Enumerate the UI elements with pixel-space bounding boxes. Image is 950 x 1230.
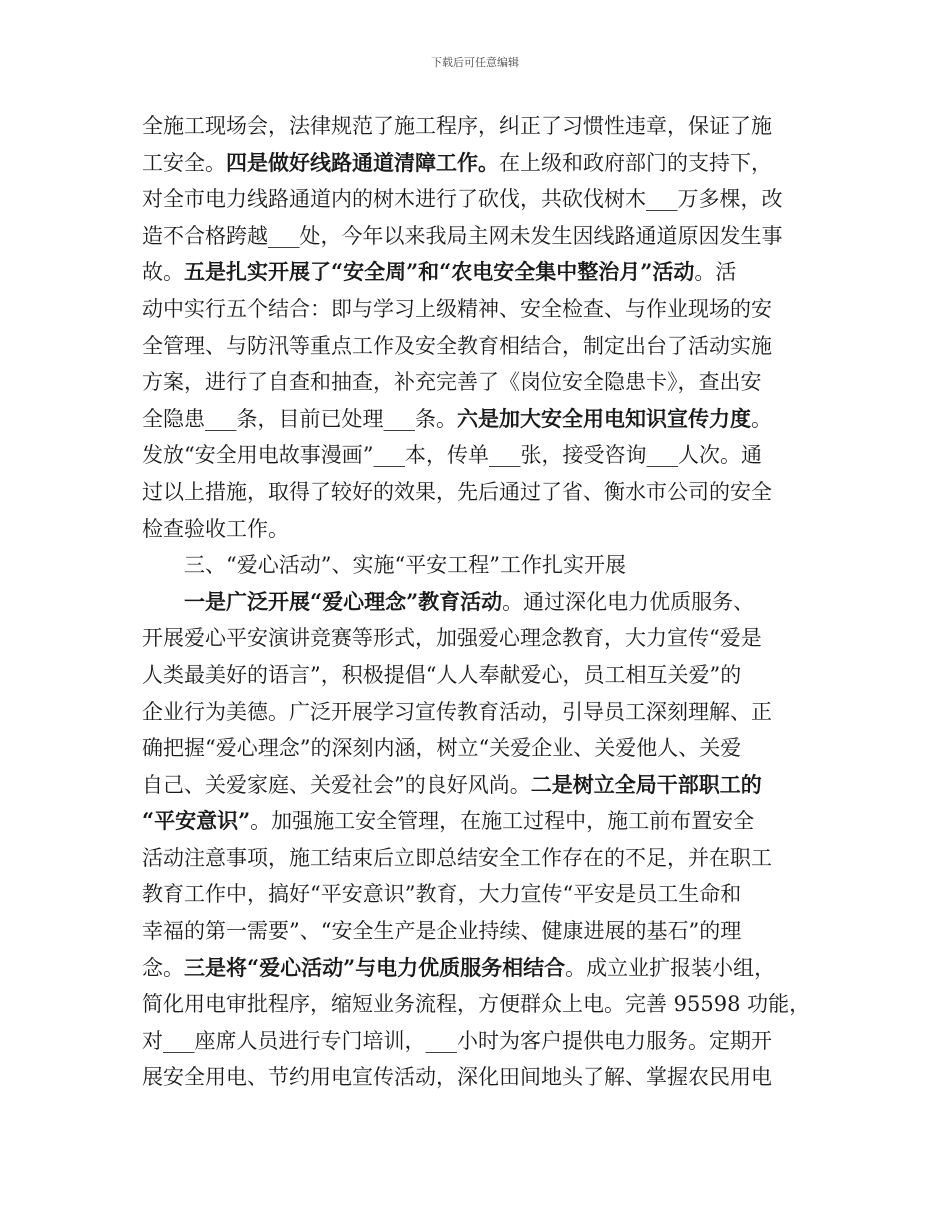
page-header: 下载后可任意编辑 (431, 56, 519, 69)
bold-heading: 一是广泛开展“爱心理念”教育活动 (184, 588, 503, 614)
text-line: 方案，进行了自查和抽查，补充完善了《岗位安全隐患卡》，查出安 (142, 370, 762, 395)
text-line: 全管理、与防汛等重点工作及安全教育相结合，制定出台了活动实施 (142, 333, 772, 358)
text-line: 一是广泛开展“爱心理念”教育活动。通过深化电力优质服务、 (184, 588, 755, 614)
bold-heading: 三是将“爱心活动”与电力优质服务相结合 (184, 954, 566, 980)
text-line: 展安全用电、节约用电宣传活动，深化田间地头了解、掌握农民用电 (142, 1065, 772, 1090)
text-line: 发放“安全用电故事漫画”___本，传单___张，接受咨询___人次。通 (142, 443, 762, 468)
text-line: 活动注意事项，施工结束后立即总结安全工作存在的不足，并在职工 (142, 845, 772, 870)
text-line: 全施工现场会，法律规范了施工程序，纠正了习惯性违章，保证了施 (142, 114, 772, 138)
document-body (142, 108, 810, 1096)
text-line: 工安全。四是做好线路通道清障工作。在上级和政府部门的支持下， (142, 149, 772, 175)
text-line: 人类最美好的语言”，积极提倡“人人奉献爱心，员工相互关爱”的 (142, 662, 742, 687)
text-line: “平安意识”。加强施工安全管理，在施工过程中，施工前布置安全 (142, 808, 755, 834)
section-heading: 三、“爱心活动”、实施“平安工程”工作扎实开展 (184, 553, 626, 578)
text-line: 检查验收工作。 (142, 516, 289, 541)
text-line: 对全市电力线路通道内的树木进行了砍伐，共砍伐树木___万多棵，改 (142, 187, 783, 212)
text-line: 对___座席人员进行专门培训，___小时为客户提供电力服务。定期开 (142, 1028, 772, 1053)
text-line: 开展爱心平安演讲竞赛等形式，加强爱心理念教育，大力宣传“爱是 (142, 626, 762, 651)
text-line: 过以上措施，取得了较好的效果，先后通过了省、衡水市公司的安全 (142, 479, 772, 504)
bold-heading: “平安意识” (142, 808, 251, 834)
text-line: 幸福的第一需要”、“安全生产是企业持续、健康进展的基石”的理 (142, 919, 742, 944)
text-line: 简化用电审批程序，缩短业务流程，方便群众上电。完善 95598 功能， (142, 992, 811, 1017)
bold-heading: 二是树立全局干部职工的 (530, 771, 762, 797)
text-line: 自己、关爱家庭、关爱社会”的良好风尚。二是树立全局干部职工的 (142, 771, 762, 797)
bold-heading: 五是扎实开展了“安全周”和“农电安全集中整治月”活动 (184, 259, 695, 285)
text-line: 动中实行五个结合：即与学习上级精神、安全检查、与作业现场的安 (142, 296, 772, 321)
text-line: 教育工作中，搞好“平安意识”教育，大力宣传“平安是员工生命和 (142, 882, 742, 907)
bold-heading: 四是做好线路通道清障工作。 (226, 149, 499, 175)
text-line: 企业行为美德。广泛开展学习宣传教育活动，引导员工深刻理解、正 (142, 699, 772, 724)
text-line: 念。三是将“爱心活动”与电力优质服务相结合。成立业扩报装小组， (142, 954, 776, 980)
text-line: 造不合格跨越___处，今年以来我局主网未发生因线路通道原因发生事 (142, 223, 783, 248)
bold-heading: 六是加大安全用电知识宣传力度 (457, 405, 751, 431)
text-line: 故。五是扎实开展了“安全周”和“农电安全集中整治月”活动。活 (142, 259, 737, 285)
text-line: 确把握“爱心理念”的深刻内涵，树立“关爱企业、关爱他人、关爱 (142, 736, 742, 761)
text-line: 全隐患___条，目前已处理___条。六是加大安全用电知识宣传力度。 (142, 405, 772, 431)
